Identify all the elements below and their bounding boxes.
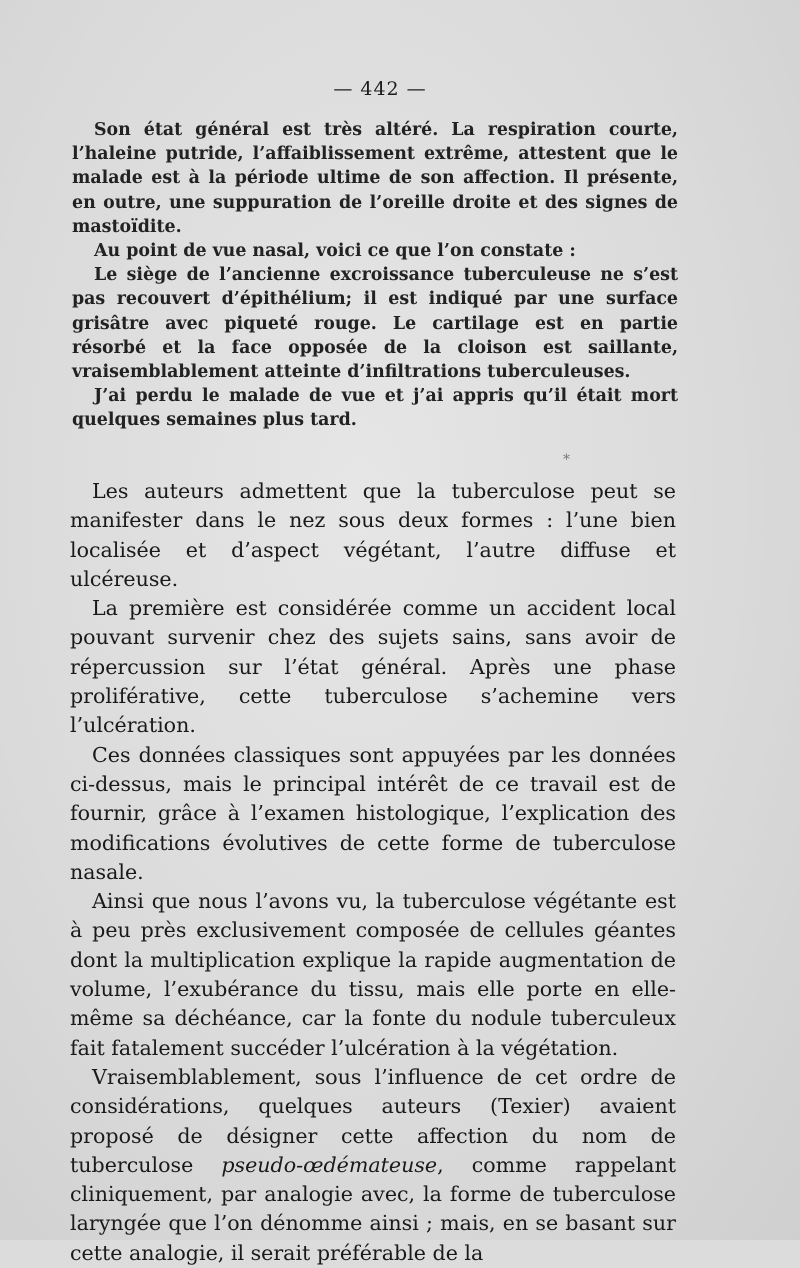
paragraph [70,1063,676,1268]
paragraph: J’ai perdu le malade de vue et j’ai appris qu’il était mort quelques semaines plus tard. [72,386,678,431]
paragraph: Au point de vue nasal, voici ce que l’on constate : [94,241,576,262]
case-report-block [72,118,678,433]
discussion-block [70,477,676,1268]
ink-mark: * [563,452,570,468]
page-number: — 442 — [333,78,427,100]
paragraph: Ainsi que nous l’avons vu, la tuberculose végétante est à peu près exclusivement composée de cellules géantes dont la multiplication explique la rapide augmentation de volume, l’exubérance du tissu, mais elle porte en elle-même sa déchéance, car la fonte du nodule tuberculeux fait fatalement succéder l’ulcération à la végétation. [70,889,676,1060]
text-run: Vraisemblablement, sous l’influence de cet ordre de considérations, quelques auteurs (Texier) avaient proposé de désigner cette affection du nom de tuberculose [70,1064,676,1177]
italic-term: pseudo-œdémateuse [221,1152,438,1177]
paragraph: Son état général est très altéré. La respiration courte, l’haleine putride, l’affaiblissement extrême, attestent que le malade est à la période ultime de son affection. Il présente, en outre, une suppuration de l’oreille droite et des signes de mastoïdite. [72,120,678,237]
paragraph: Ces données classiques sont appuyées par les données ci-dessus, mais le principal intérêt de ce travail est de fournir, grâce à l’examen histologique, l’explication des modifications évolutives de cette forme de tuberculose nasale. [70,742,676,884]
paragraph: Le siège de l’ancienne excroissance tuberculeuse ne s’est pas recouvert d’épithélium; il est indiqué par une surface grisâtre avec piqueté rouge. Le cartilage est en partie résorbé et la face opposée de la cloison est saillante, vraisemblablement atteinte d’infiltrations tuberculeuses. [72,265,678,383]
paragraph: Les auteurs admettent que la tuberculose peut se manifester dans le nez sous deux formes : l’une bien localisée et d’aspect végétant, l’autre diffuse et ulcéreuse. [70,479,676,591]
paragraph: La première est considérée comme un accident local pouvant survenir chez des sujets sains, sans avoir de répercussion sur l’état général. Après une phase proliférative, cette tuberculose s’achemine vers l’ulcération. [70,596,676,738]
text-run: , comme rappelant cliniquement, par analogie avec, la forme de tuberculose laryngée que l’on dénomme ainsi ; mais, en se basant sur cette analogie, il serait préférable de la [70,1152,676,1265]
